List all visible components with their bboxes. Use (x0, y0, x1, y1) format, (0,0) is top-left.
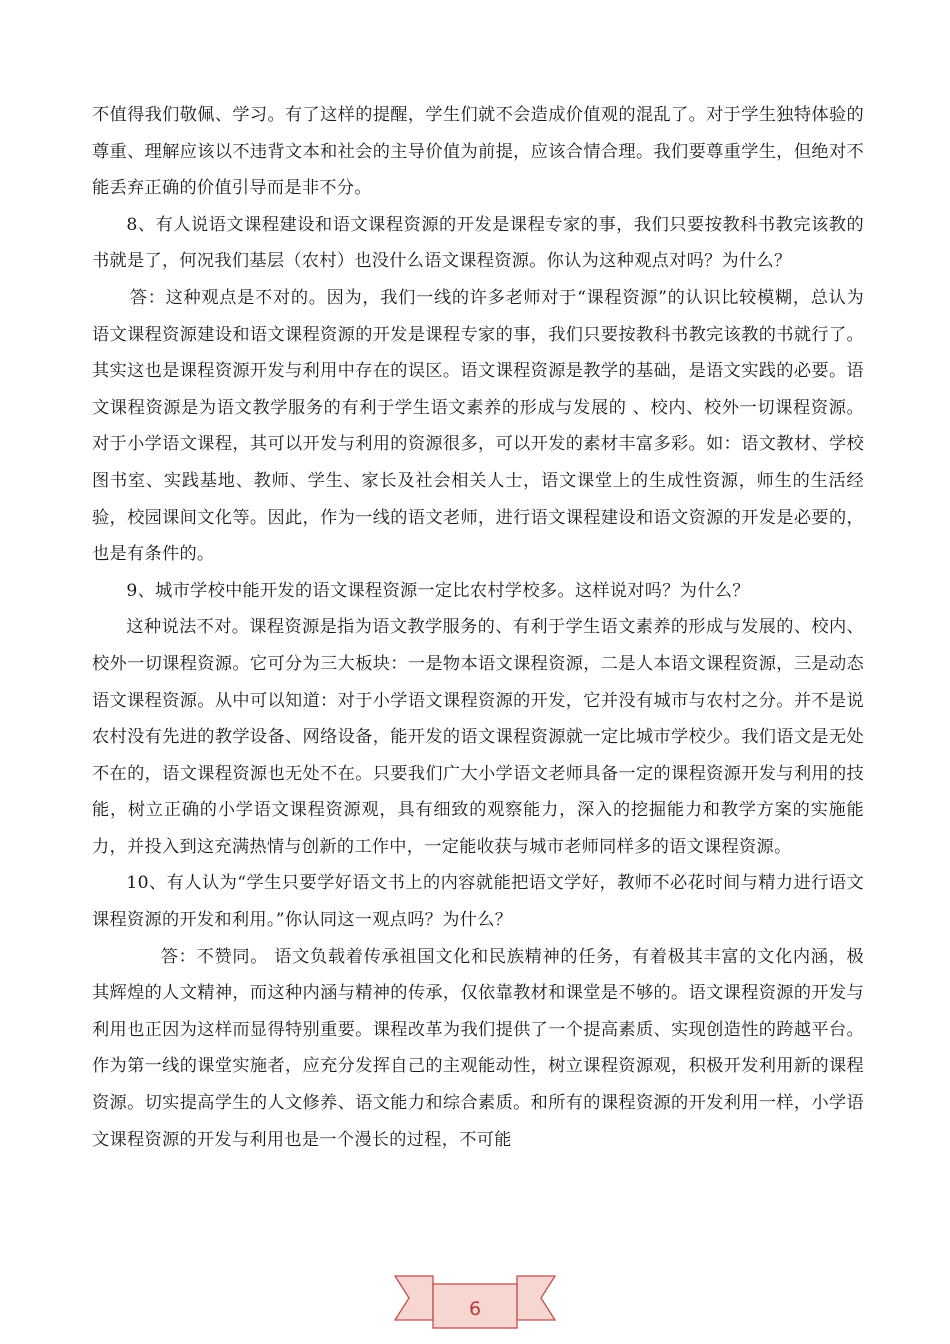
question-10: 10、有人认为“学生只要学好语文书上的内容就能把语文学好，教师不必花时间与精力进行语文课程资源的开发和利用。”你认同这一观点吗？为什么？ (92, 873, 864, 931)
answer-10: 答：不赞同。 语文负载着传承祖国文化和民族精神的任务，有着极其丰富的文化内涵，极其辉煌的人文精神，而这种内涵与精神的传承，仅依靠教材和课堂是不够的。语文课程资源的开发与利用也正因为这样而显得特别重要。课程改革为我们提供了一个提高素质、实现创造性的跨越平台。作为第一线的课堂实施者，应充分发挥自己的主观能动性，树立课程资源观，积极开发利用新的课程资源。切实提高学生的人文修养、语文能力和综合素质。和所有的课程资源的开发利用一样，小学语文课程资源的开发与利用也是一个漫长的过程，不可能 (92, 946, 864, 1150)
answer-8: 答：这种观点是不对的。因为，我们一线的许多老师对于“课程资源”的认识比较模糊，总认为语文课程资源建设和语文课程资源的开发是课程专家的事，我们只要按教科书教完该教的书就行了。其实这也是课程资源开发与利用中存在的误区。语文课程资源是教学的基础，是语文实践的必要。语文课程资源是为语文教学服务的有利于学生语文素养的形成与发展的 、校内、校外一切课程资源。对于小学语文课程，其可以开发与利用的资源很多，可以开发的素材丰富多彩。如：语文教材、学校图书室、实践基地、教师、学生、家长及社会相关人士，语文课堂上的生成性资源，师生的生活经验，校园课间文化等。因此，作为一线的语文老师，进行语文课程建设和语文资源的开发是必要的，也是有条件的。 (92, 287, 864, 565)
answer-9: 这种说法不对。课程资源是指为语文教学服务的、有利于学生语文素养的形成与发展的、校内、校外一切课程资源。它可分为三大板块：一是物本语文课程资源，二是人本语文课程资源，三是动态语文课程资源。从中可以知道：对于小学语文课程资源的开发，它并没有城市与农村之分。并不是说农村没有先进的教学设备、网络设备，能开发的语文课程资源就一定比城市学校少。我们语文是无处不在的，语文课程资源也无处不在。只要我们广大小学语文老师具备一定的课程资源开发与利用的技能，树立正确的小学语文课程资源观，具有细致的观察能力，深入的挖掘能力和教学方案的实施能力，并投入到这充满热情与创新的工作中，一定能收获与城市老师同样多的语文课程资源。 (92, 617, 864, 857)
paragraph-continuation: 不值得我们敬佩、学习。有了这样的提醒，学生们就不会造成价值观的混乱了。对于学生独特体验的尊重、理解应该以不违背文本和社会的主导价值为前提，应该合情合理。我们要尊重学生，但绝对不能丢弃正确的价值引导而是非不分。 (92, 105, 864, 199)
document-body (92, 97, 864, 1158)
question-9: 9、城市学校中能开发的语文课程资源一定比农村学校多。这样说对吗？为什么？ (126, 580, 750, 601)
question-8: 8、有人说语文课程建设和语文课程资源的开发是课程专家的事，我们只要按教科书教完该教的书就是了，何况我们基层（农村）也没什么语文课程资源。你认为这种观点对吗？为什么？ (92, 214, 864, 272)
page-number: 6 (468, 1298, 482, 1320)
